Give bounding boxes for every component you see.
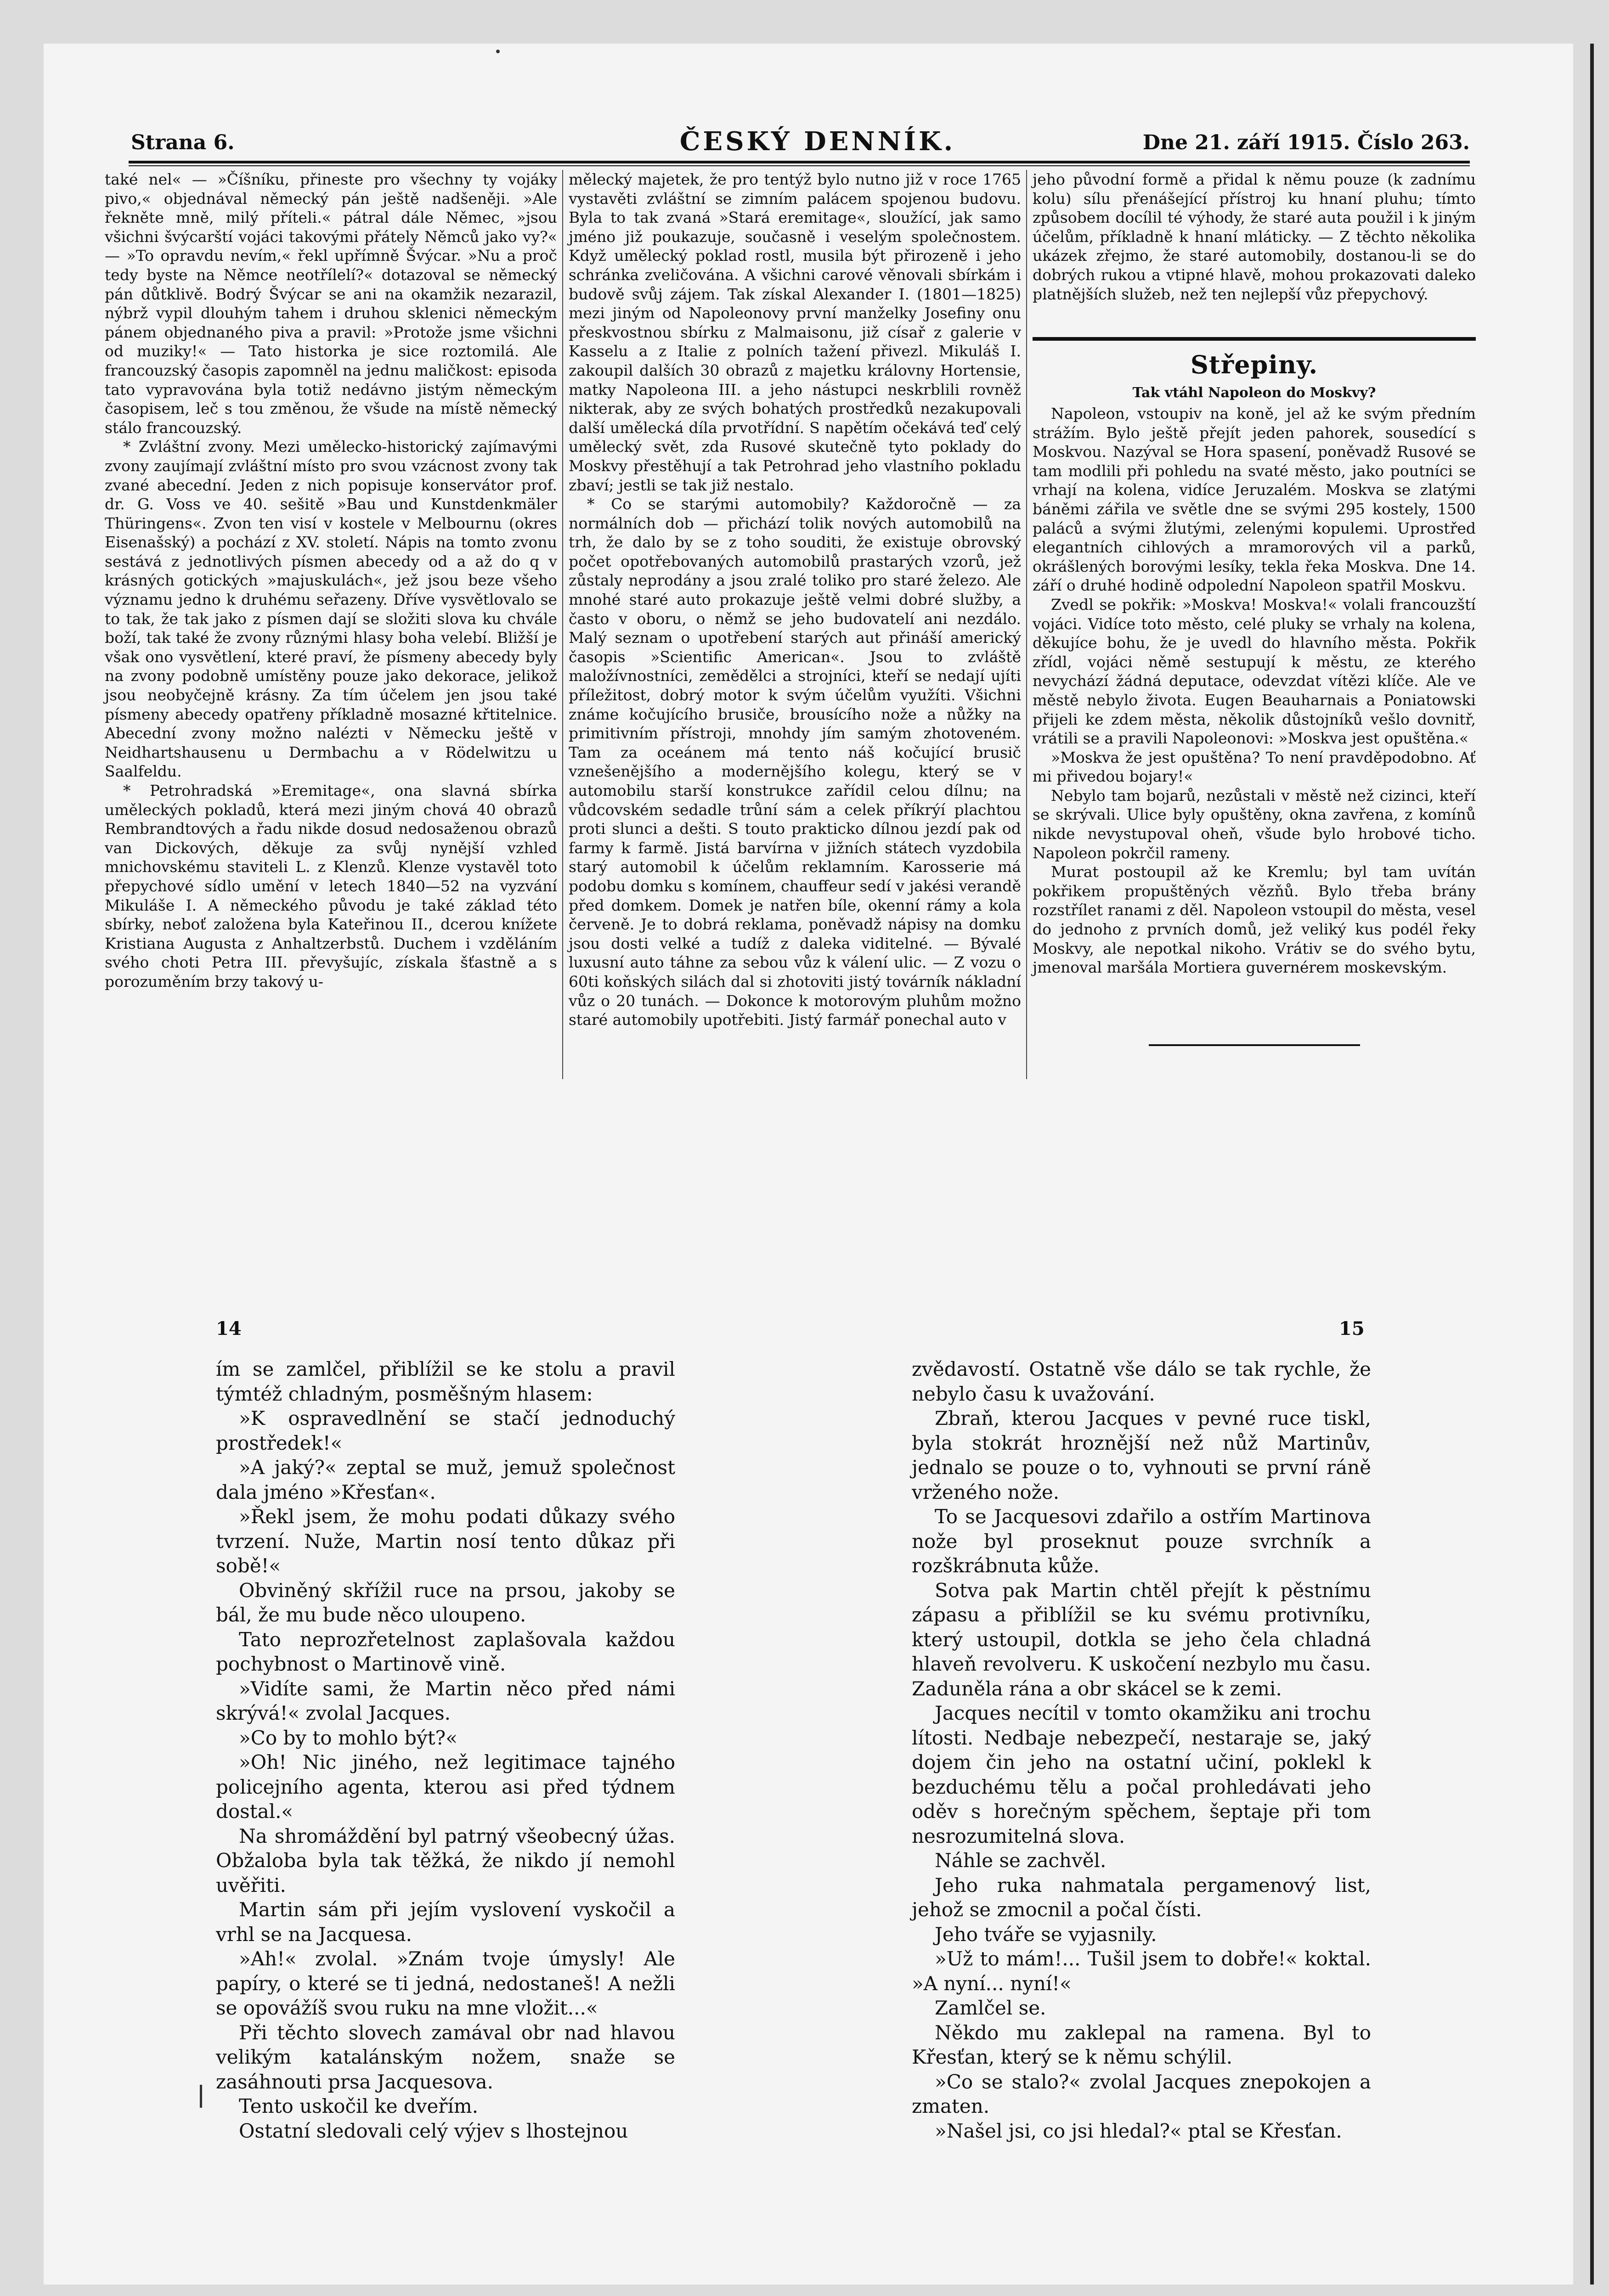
novel-paragraph: Jeho ruka nahmatala pergamenový list, jehož se zmocnil a počal čísti. [912, 1874, 1371, 1921]
novel-paragraph: Obviněný skřížil ruce na prsou, jakoby se bál, že mu bude něco uloupeno. [216, 1579, 675, 1626]
novel-paragraph: Náhle se zachvěl. [935, 1849, 1107, 1872]
article-column-3 [1033, 170, 1476, 1046]
book-page-number-left: 14 [216, 1318, 242, 1339]
section-divider [1033, 337, 1476, 341]
newspaper-title: ČESKÝ DENNÍK. [679, 126, 956, 157]
article-paragraph: * Petrohradská »Eremitage«, ona slavná sbírka uměleckých pokladů, která mezi jiným chová 40 obrazů Rembrandtových a řadu nikde dosud nedosaženou obrazů van Dickových, děkuje za svůj nynější vzhled mnichovskému staviteli L. z Klenzů. Klenze vystavěl toto přepychové sídlo umění v letech 1840—52 na vyzvání Mikuláše I. A německého původu je také základ této sbírky, neboť založena byla Kateřinou II., dcerou knížete Kristiana Augusta z Anhaltzerbstů. Duchem i vzděláním svého choti Petra III. převyšujíc, získala šťastně a s porozuměním brzy takový u- [105, 782, 557, 990]
novel-paragraph: »Oh! Nic jiného, než legitimace tajného policejního agenta, kterou asi před týdnem dostal.« [216, 1751, 675, 1823]
article-paragraph: také nel« — »Číšníku, přineste pro všechny ty vojáky pivo,« objednával německý pán ještě nadšeněji. »Ale řekněte mně, milý příteli.« pátral dále Němec, »jsou všichni švýcarští vojáci takovými přátely Němců jako vy?« — »To opravdu nevím,« řekl upřímně Švýcar. »Nu a proč tedy byste na Němce neotřílelí?« dotazoval se německý pán důtklivě. Bodrý Švýcar se ani na okamžik nezarazil, nýbrž vypil dlouhým tahem i druhou sklenici německým pánem objednaného piva a pravil: »Protože jsme všichni od muziky!« — Tato historka je sice roztomilá. Ale francouzský časopis zapomněl na jednu maličkost: episoda tato vypravována byla totiž nedávno jistým německým časopisem, leč s tou změnou, že všude na místě německý stálo francouzský. [105, 170, 557, 437]
article-paragraph: Zvedl se pokřik: »Moskva! Moskva!« volali francouzští vojáci. Vidíce toto město, celé pluky se vrhaly na kolena, děkujíce bohu, že je uvedl do hlavního města. Pokřik zřídl, vojáci němě sestupují k městu, ze kterého nevychází žádná deputace, odevzdat vítězi klíče. Ale ve městě nebylo života. Eugen Beauharnais a Poniatowski přijeli ke zdem města, několik důstojníků vešlo dovnitř, vrátili se a pravili Napoleonovi: »Moskva jest opuštěna.« [1033, 595, 1476, 748]
novel-paragraph: »Už to mám!... Tušil jsem to dobře!« koktal. »A nyní... nyní!« [912, 1947, 1371, 1995]
article-paragraph: Nebylo tam bojarů, nezůstali v městě než cizinci, kteří se skrývali. Ulice byly opuštěny, okna zavřena, z komínů nikde nevystupoval oheň, všude bylo hrobové ticho. Napoleon pokrčil rameny. [1033, 786, 1476, 862]
novel-paragraph: Tato neprozřetelnost zaplašovala každou pochybnost o Martinově vině. [216, 1628, 675, 1675]
issue-date: Dne 21. září 1915. Číslo 263. [1142, 131, 1470, 154]
article-body [1033, 404, 1476, 1038]
article-column-1 [105, 170, 557, 1084]
novel-paragraph: Ostatní sledovali celý výjev s lhostejnou [239, 2119, 628, 2142]
novel-paragraph: To se Jacquesovi zdařilo a ostřím Martinova nože byl proseknut pouze svrchník a rozškrábnuta kůže. [912, 1505, 1371, 1577]
page-number: Strana 6. [131, 131, 235, 154]
article-paragraph: Murat postoupil až ke Kremlu; byl tam uvítán pokřikem propuštěných vězňů. Bylo třeba brány rozstřílet ranami z děl. Napoleon vstoupil do města, vesel do jednoho z prvních domů, jež veliký kus podél řeky Moskvy, ale nepotkal nikoho. Vrátiv se do svého bytu, jmenoval maršála Mortiera guvernérem moskevským. [1033, 863, 1476, 977]
article-column-2 [569, 170, 1021, 1084]
novel-paragraph: ím se zamlčel, přiblížil se ke stolu a pravil týmtéž chladným, posměšným hlasem: [216, 1358, 675, 1405]
novel-paragraph: »Co se stalo?« zvolal Jacques znepokojen a zmaten. [912, 2070, 1371, 2117]
article-headline: Tak vtáhl Napoleon do Moskvy? [1132, 385, 1376, 401]
scan-edge [1590, 44, 1594, 2285]
novel-paragraph: »Řekl jsem, že mohu podati důkazy svého tvrzení. Nuže, Martin nosí tento důkaz při sobě!« [216, 1505, 675, 1577]
novel-paragraph: »Ah!« zvolal. »Znám tvoje úmysly! Ale papíry, o které se ti jedná, nedostaneš! A nežli se opovážíš svou ruku na mne vložit...« [216, 1947, 675, 2019]
masthead-rule-thin [129, 165, 1470, 166]
novel-paragraph: Na shromáždění byl patrný všeobecný úžas. Obžaloba byla tak těžká, že nikdo jí nemohl uvěřiti. [216, 1824, 675, 1896]
novel-paragraph: Martin sám při jejím vyslovení vyskočil a vrhl se na Jacquesa. [216, 1898, 675, 1946]
novel-paragraph: Sotva pak Martin chtěl přejít k pěstnímu zápasu a přiblížil se ku svému protivníku, který ustoupil, dotkla se jeho čela chladná hlaveň revolveru. K uskočení nezbylo mu času. Zaduněla rána a obr skácel se k zemi. [912, 1579, 1371, 1700]
novel-paragraph: Někdo mu zaklepal na ramena. Byl to Křesťan, který se k němu schýlil. [912, 2021, 1371, 2068]
novel-paragraph: »Co by to mohlo být?« [239, 1726, 457, 1749]
novel-paragraph: Jacques necítil v tomto okamžiku ani trochu lítosti. Nedbaje nebezpečí, nestaraje se, jaký dojem čin jeho na ostatní učiní, poklekl k bezduchému tělu a počal prohledávati jeho oděv s horečným spěchem, šeptaje při tom nesrozumitelná slova. [912, 1702, 1371, 1847]
novel-page-left [216, 1357, 675, 2142]
novel-paragraph: Zamlčel se. [935, 1997, 1046, 2019]
article-paragraph: * Zvláštní zvony. Mezi umělecko-historický zajímavými zvony zaujímají zvláštní místo pro svou vzácnost zvony tak zvané abecední. Jeden z nich popisuje konservátor prof. dr. G. Voss ve 40. sešitě »Bau und Kunstdenkmäler Thüringens«. Zvon ten visí v kostele v Melbournu (okres Eisenašský) a pochází z XV. století. Nápis na tomto zvonu sestává z jednotlivých písmen abecedy od a až do q v krásných gotických »majuskulách«, jež jsou beze všeho významu jedno k druhému seřazeny. Dříve vysvětlovalo se to tak, že tak jako z písmen dají se složiti slova ku chvále boží, tak také že zvony různými hlasy boha velebí. Bližší je však ono vysvětlení, které praví, že písmeny abecedy byly na zvony podobně umístěny pouze jako dekorace, jelikož jsou neobyčejně krásny. Za tím účelem jen jsou také písmeny abecedy opatřeny příkladně mosazné křtitelnice. Abecední zvony možno nalézti v Německu ještě v Neidhartshausenu u Dermbachu a v Rödelwitzu u Saalfeldu. [105, 438, 557, 781]
article-paragraph: * Co se starými automobily? Každoročně — za normálních dob — přichází tolik nových automobilů na trh, že dalo by se z toho souditi, že existuje obrovský počet opotřebovaných automobilů prastarých vzorů, jež zůstaly neprodány a jsou zralé toliko pro staré železo. Ale mnohé staré auto prokazuje ještě velmi dobré služby, a často v oboru, o němž se jeho budovatelí ani nezdálo. Malý seznam o upotřebení starých aut přináší americký časopis »Scientific American«. Jsou to zvláště maložívnostníci, zemědělci a strojníci, kteří se nedají ujíti příležitost, dobrý motor k svým účelům využíti. Všichni známe kočujícího brusiče, brousícího nože a nůžky na primitivním přístroji, mnohdy jím samým zhotoveném. Tam za oceánem má tento náš kočující brusič vznešenějšího a modernějšího kolegu, který se v automobilu starší konstrukce zařídil celou dílnu; na vůdcovském sedadle trůní sám a celek příkrýí plachtou proti slunci a dešti. S touto prakticko dílnou jezdí pak od farmy k farmě. Jistá barvírna v jižních státech vyzdobila starý automobil k účelům reklamním. Karosserie má podobu domku s komínem, chauffeur sedí v jakési verandě před domkem. Domek je natřen bíle, okenní rámy a kola červeně. Je to dobrá reklama, poněvadž nápisy na domku jsou dosti velké a tudíž z daleka viditelné. — Bývalé luxusní auto táhne za sebou vůz k válení ulic. — Z vozu o 60ti koňských silách dal si zhotoviti jistý továrník nákladní vůz o 20 tunách. — Dokonce k motorovým pluhům možno staré automobily upotřebiti. Jistý farmář ponechal auto v [569, 495, 1021, 1029]
article-paragraph: »Moskva že jest opuštěna? To není pravděpodobno. Ať mi přivedou bojary!« [1033, 748, 1476, 786]
novel-paragraph: »Vidíte sami, že Martin něco před námi skrývá!« zvolal Jacques. [216, 1677, 675, 1724]
column-divider [1026, 170, 1027, 1079]
novel-paragraph: »A jaký?« zeptal se muž, jemuž společnost dala jméno »Křesťan«. [216, 1456, 675, 1503]
masthead-rule [129, 161, 1470, 163]
novel-page-right [912, 1357, 1371, 2142]
novel-paragraph: »Našel jsi, co jsi hledal?« ptal se Křesťan. [935, 2119, 1342, 2142]
article-paragraph: Napoleon, vstoupiv na koně, jel až ke svým předním strážím. Bylo ještě přejít jeden pahorek, sousedící s Moskvou. Nazýval se Hora spasení, poněvadž Rusové se tam modlili při pohledu na svaté město, jako poutníci se vrhají na kolena, vidíce Jeruzalém. Moskva se zlatými báněmi zářila ve světle dne se svými 295 kostely, 1500 paláců a svými žlutými, zelenými kopulemi. Uprostřed elegantních cihlových a mramorových vil a parků, okrášlených borovými lesíky, tekla řeka Moskva. Dne 14. září o druhé hodině odpolední Napoleon spatřil Moskvu. [1033, 405, 1476, 595]
novel-paragraph: Při těchto slovech zamával obr nad hlavou velikým katalánským nožem, snaže se zasáhnouti prsa Jacquesova. [216, 2021, 675, 2093]
scan-mark [200, 2085, 202, 2108]
novel-paragraph: Tento uskočil ke dveřím. [239, 2095, 479, 2117]
novel-paragraph: Jeho tváře se vyjasnily. [935, 1923, 1157, 1946]
novel-paragraph: zvědavostí. Ostatně vše dálo se tak rychle, že nebylo času k uvažování. [912, 1358, 1371, 1405]
novel-paragraph: Zbraň, kterou Jacques v pevné ruce tiskl, byla stokrát hroznější než nůž Martinův, jednalo se pouze o to, vyhnouti se první ráně vrženého nože. [912, 1407, 1371, 1503]
article-continuation: jeho původní formě a přidal k němu pouze (k zadnímu kolu) sílu přenášející přístroj ku hnaní pluhu; tímto způsobem docílil té výhody, že staré auta použil i k jiným účelům, příkladně k hnaní mláticky. — Z těchto několika ukázek zřejmo, že staré automobily, dostanou-li se do dobrých rukou a vtipné hlavě, mohou prokazovati daleko platnějších služeb, než ten nejlepší vůz přepychový. [1033, 170, 1476, 303]
book-page-number-right: 15 [1339, 1318, 1365, 1339]
article-paragraph: mělecký majetek, že pro tentýž bylo nutno již v roce 1765 vystavěti zvláštní se zimním palácem spojenou budovu. Byla to tak zvaná »Stará eremitage«, sloužící, jak samo jméno již poukazuje, současně i veselým společnostem. Když umělecký poklad rostl, musila být přirozeně i jeho schránka zveličována. A všichni carové věnovali sbírkám i budově svůj zájem. Tak získal Alexander I. (1801—1825) mezi jiným od Napoleonovy první manželky Josefiny onu přeskvostnou sbírku z Malmaisonu, již císař z galerie v Kasselu a z Italie z polních tažení přivezl. Mikuláš I. zakoupil dalších 30 obrazů z majetku královny Hortensie, matky Napoleona III. a jeho nástupci neskrblili rovněž nikterak, aby ze svých bohatých prostředků nezakupovali další umělecká díla prvotřídní. S napětím očekává teď celý umělecký svět, zda Rusové skutečně tyto poklady do Moskvy přestěhují a tak Petrohrad jeho vlastního pokladu zbaví; jestli se tak již nestalo. [569, 170, 1021, 494]
novel-paragraph: »K ospravedlnění se stačí jednoduchý prostředek!« [216, 1407, 675, 1454]
section-title: Střepiny. [1190, 350, 1318, 379]
section-end-rule [1149, 1044, 1360, 1046]
column-divider [562, 170, 563, 1079]
scan-dot [496, 50, 500, 53]
